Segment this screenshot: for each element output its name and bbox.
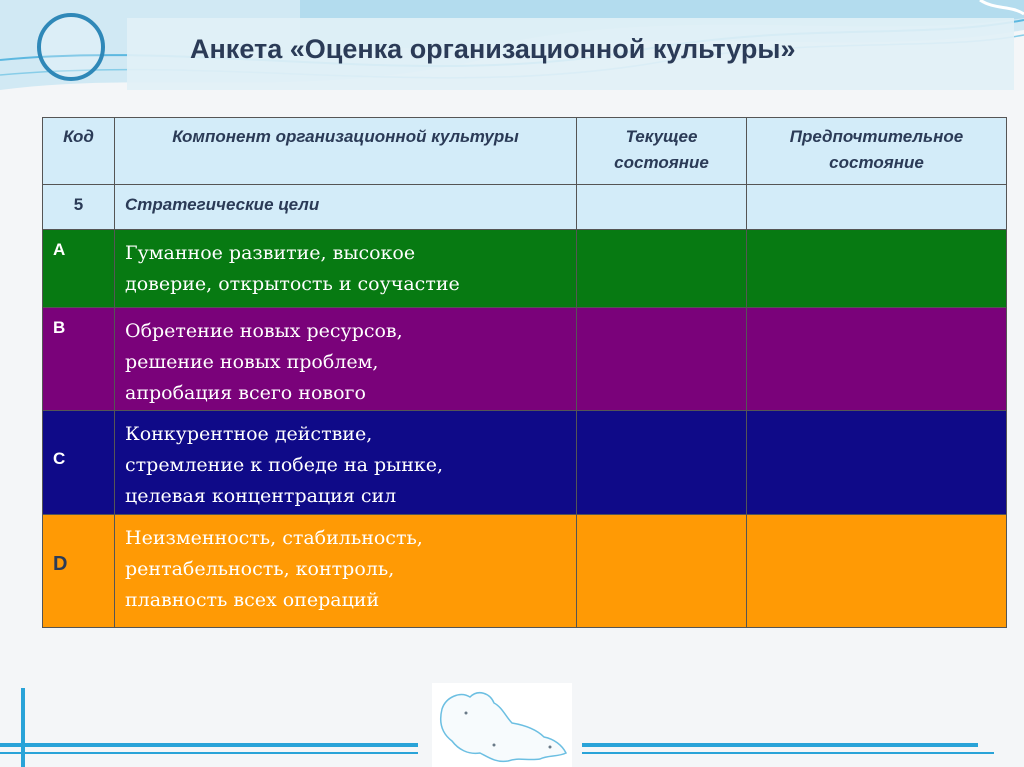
header-cell-current [577,118,747,185]
table-row-d [43,515,1007,628]
section-title-cell [115,185,577,230]
circle-decoration [37,13,105,81]
page-title: Анкета «Оценка организационной культуры» [190,34,796,64]
row-c-text: Конкурентное действие, стремление к победе на рынке, целевая концентрация сил [125,423,444,507]
row-b-text-cell [115,308,577,411]
row-d-code-cell [43,515,115,628]
row-d-text-cell [115,515,577,628]
row-d-code: D [53,553,68,575]
row-a-current-cell[interactable] [577,230,747,308]
row-c-code: C [53,449,66,468]
header-code-label: Код [63,127,94,146]
row-a-text: Гуманное развитие, высокое доверие, открытость и соучастие [125,242,460,295]
row-c-current-cell[interactable] [577,411,747,515]
bottom-line-right-thin [582,752,994,754]
row-b-text: Обретение новых ресурсов, решение новых проблем, апробация всего нового [125,320,403,404]
section-title: Стратегические цели [125,195,320,214]
table-row-c [43,411,1007,515]
header-cell-component [115,118,577,185]
row-d-current-cell[interactable] [577,515,747,628]
table-header-row [43,118,1007,185]
row-d-text: Неизменность, стабильность, рентабельность, контроль, плавность всех операций [125,527,423,611]
header-current-label: Текущее состояние [614,127,709,172]
header-cell-code [43,118,115,185]
row-b-code-cell [43,308,115,411]
section-code-cell [43,185,115,230]
row-c-code-cell [43,411,115,515]
row-c-text-cell [115,411,577,515]
header-preferred-label: Предпочтительное состояние [789,127,964,172]
header-cell-preferred [747,118,1007,185]
row-b-code: B [53,318,66,337]
row-a-code: A [53,240,66,259]
bottom-vertical-bar [21,688,25,767]
bottom-line-left-thin [0,752,418,754]
row-d-preferred-cell[interactable] [747,515,1007,628]
bottom-line-left [0,743,418,747]
header-component-label: Компонент организационной культуры [172,127,519,146]
table-row-b [43,308,1007,411]
section-current-cell[interactable] [577,185,747,230]
row-a-text-cell [115,230,577,308]
survey-table [42,117,1007,628]
region-map-icon [432,683,572,767]
row-a-preferred-cell[interactable] [747,230,1007,308]
section-code: 5 [73,195,84,214]
table-row-a [43,230,1007,308]
row-a-code-cell [43,230,115,308]
bottom-line-right [582,743,978,747]
row-b-current-cell[interactable] [577,308,747,411]
row-b-preferred-cell[interactable] [747,308,1007,411]
row-c-preferred-cell[interactable] [747,411,1007,515]
section-preferred-cell[interactable] [747,185,1007,230]
section-row [43,185,1007,230]
